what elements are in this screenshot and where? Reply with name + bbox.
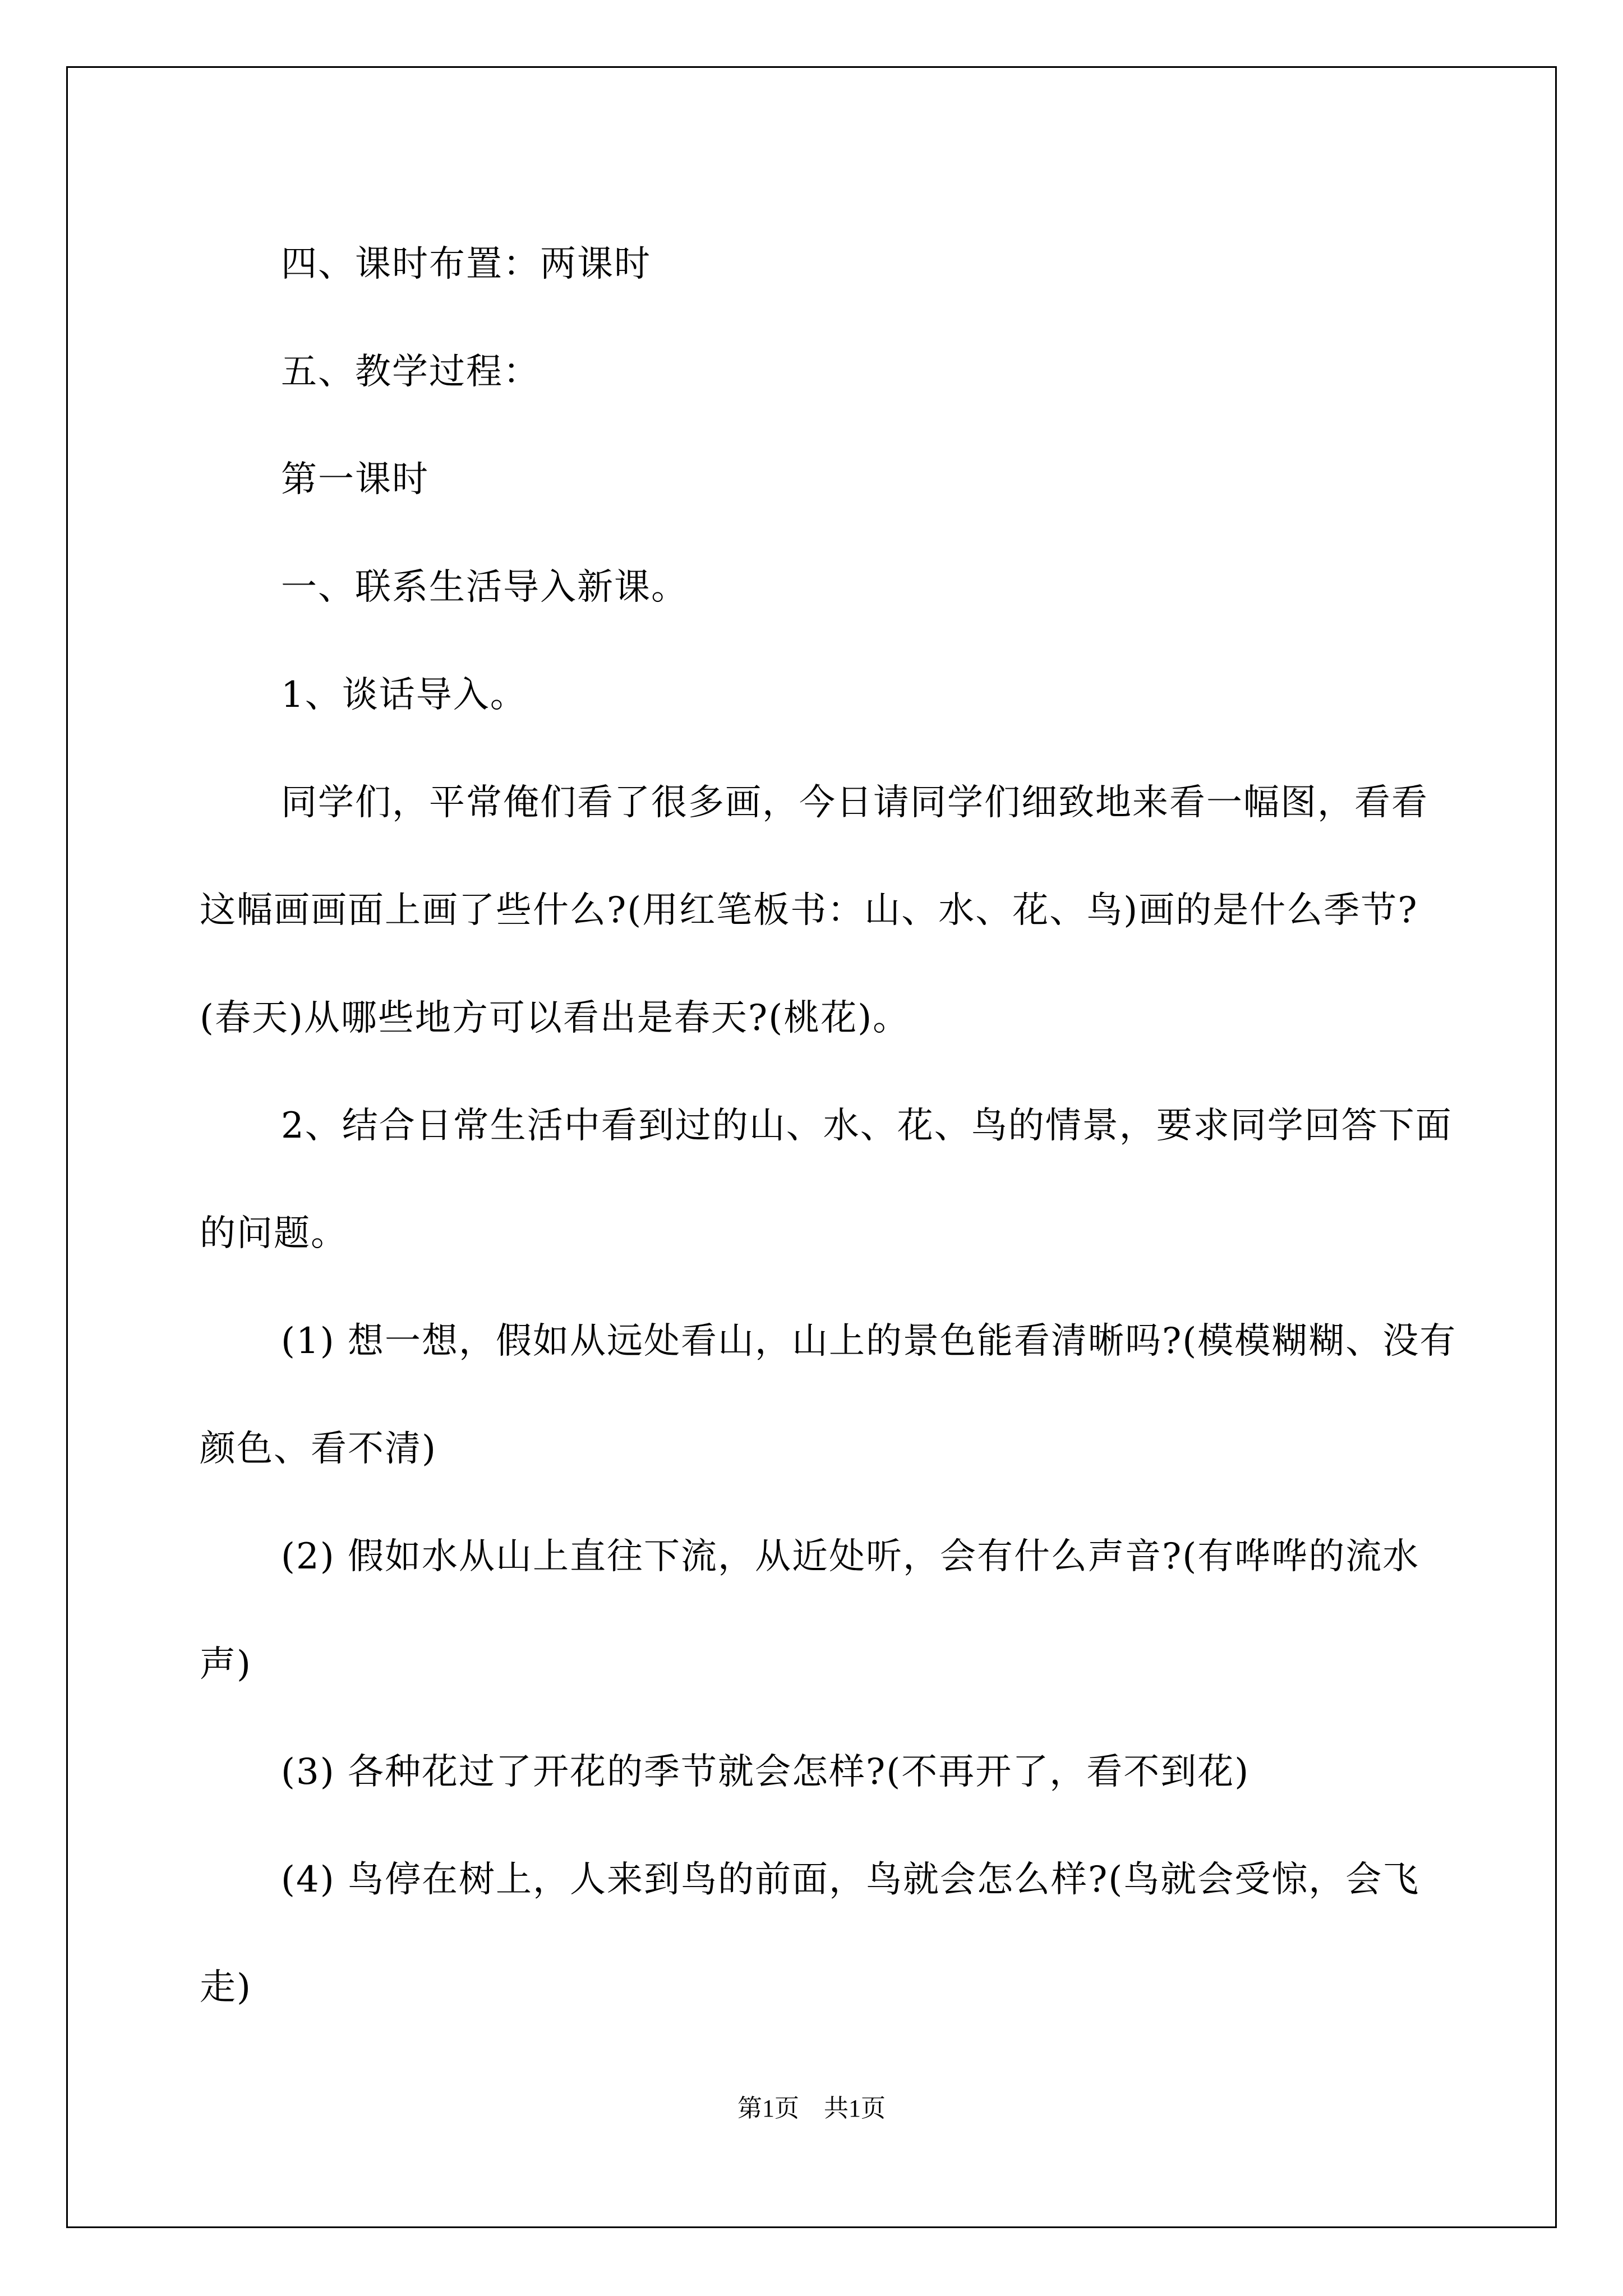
page-footer: 第1页 共1页	[737, 2095, 886, 2122]
paragraph-question-1: (1) 想一想，假如从远处看山，山上的景色能看清晰吗?(模模糊糊、没有颜色、看不清)	[200, 1320, 1457, 1470]
paragraph-talk-intro: 1、谈话导入。	[281, 674, 527, 716]
paragraph-first-lesson: 第一课时	[281, 459, 429, 500]
paragraph-section-five: 五、教学过程：	[281, 351, 540, 393]
paragraph-section-four: 四、课时布置：两课时	[281, 243, 651, 285]
paragraph-question-4: (4) 鸟停在树上，人来到鸟的前面，鸟就会怎么样?(鸟就会受惊，会飞走)	[200, 1859, 1420, 2008]
paragraph-question-3: (3) 各种花过了开花的季节就会怎样?(不再开了，看不到花)	[281, 1751, 1250, 1793]
paragraph-question-2: (2) 假如水从山上直往下流，从近处听，会有什么声音?(有哗哗的流水声)	[200, 1536, 1420, 1685]
paragraph-intro-heading: 一、联系生活导入新课。	[281, 567, 688, 608]
document-body	[200, 210, 1461, 2041]
paragraph-picture-questions: 同学们，平常俺们看了很多画，今日请同学们细致地来看一幅图，看看这幅画画面上画了些什么?(用红笔板书：山、水、花、鸟)画的是什么季节?(春天)从哪些地方可以看出是春天?(桃花)。	[200, 782, 1428, 1039]
paragraph-life-connection: 2、结合日常生活中看到过的山、水、花、鸟的情景，要求同学回答下面的问题。	[200, 1105, 1453, 1254]
